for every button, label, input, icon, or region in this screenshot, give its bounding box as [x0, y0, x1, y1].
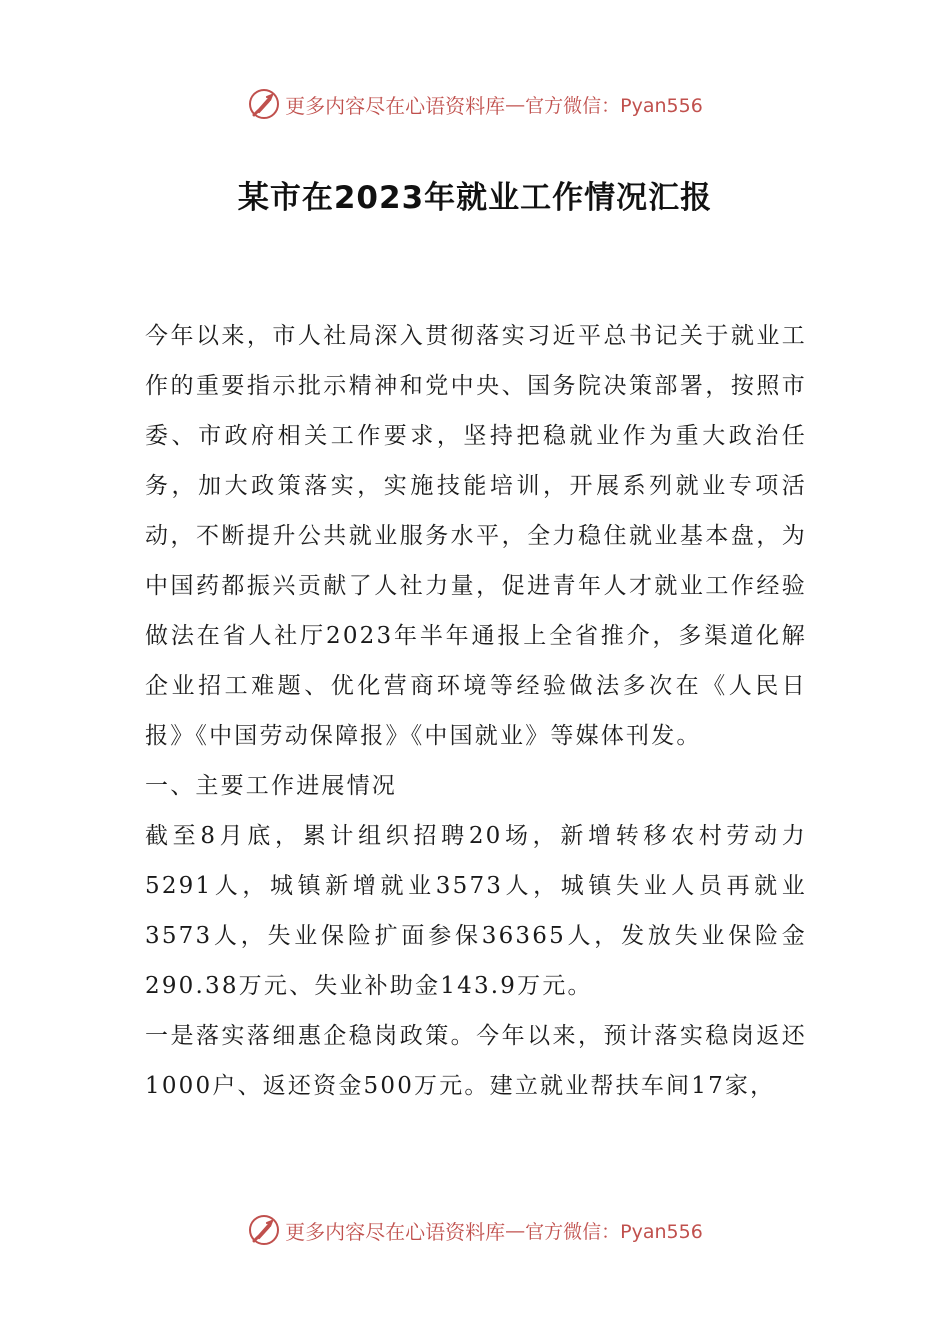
quill-logo-icon [247, 87, 281, 121]
quill-logo-icon [247, 1213, 281, 1247]
banner-contact-text: 官方微信：Pyan556 [525, 1220, 703, 1243]
header-banner [0, 84, 950, 124]
document-body [145, 311, 807, 1111]
item-paragraph: 一是落实落细惠企稳岗政策。今年以来，预计落实稳岗返还1000户、返还资金500万元。建立就业帮扶车间17家， [145, 1023, 807, 1099]
intro-paragraph: 今年以来，市人社局深入贯彻落实习近平总书记关于就业工作的重要指示批示精神和党中央、国务院决策部署，按照市委、市政府相关工作要求，坚持把稳就业作为重大政治任务，加大政策落实，实施技能培训，开展系列就业专项活动，不断提升公共就业服务水平，全力稳住就业基本盘，为中国药都振兴贡献了人社力量，促进青年人才就业工作经验做法在省人社厅2023年半年通报上全省推介，多渠道化解企业招工难题、优化营商环境等经验做法多次在《人民日报》《中国劳动保障报》《中国就业》等媒体刊发。 [145, 323, 807, 749]
page-title: 某市在2023年就业工作情况汇报 [237, 180, 713, 216]
banner-brand-text: 更多内容尽在心语资料库 [285, 93, 506, 118]
footer-banner [0, 1210, 950, 1250]
stats-paragraph: 截至8月底，累计组织招聘20场，新增转移农村劳动力5291人，城镇新增就业3573人，城镇失业人员再就业3573人，失业保险扩面参保36365人，发放失业保险金290.38万元、失业补助金143.9万元。 [145, 823, 807, 999]
section-heading: 一、主要工作进展情况 [145, 773, 397, 799]
banner-separator: — [505, 1218, 526, 1242]
banner-contact-text: 官方微信：Pyan556 [525, 94, 703, 117]
banner-brand-text: 更多内容尽在心语资料库 [285, 1219, 506, 1244]
banner-separator: — [505, 92, 526, 116]
